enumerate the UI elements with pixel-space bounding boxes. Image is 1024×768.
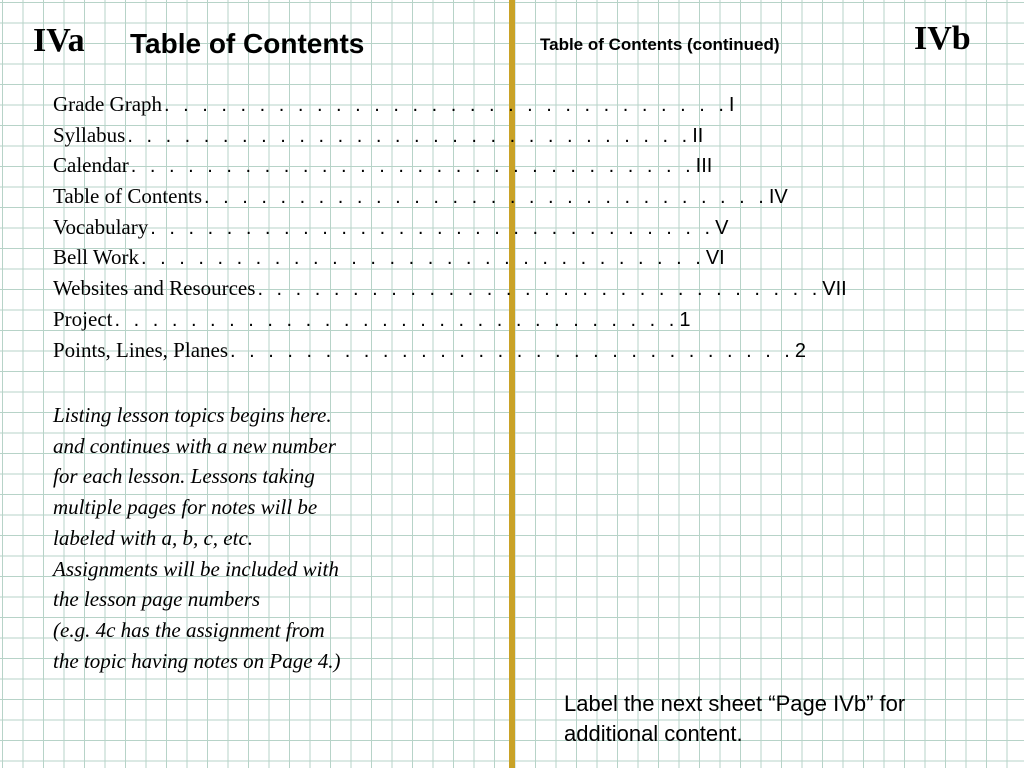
toc-entry: [53, 122, 704, 154]
instructions-note: [53, 400, 413, 676]
toc-entry-page: III: [695, 155, 713, 178]
note-line: (e.g. 4c has the assignment from: [53, 617, 325, 642]
toc-leader-dots: . . . . . . . . . . . . . . . . . . . . . . . . . . . . . .: [127, 124, 692, 147]
toc-entry-name: Project: [53, 306, 113, 331]
toc-entry-name: Table of Contents: [53, 184, 202, 209]
page-title: Table of Contents: [130, 28, 365, 59]
note-line: Assignments will be included with: [53, 556, 339, 581]
note-line: the lesson page numbers: [53, 587, 261, 612]
toc-leader-dots: . . . . . . . . . . . . . . . . . . . . . . . . . . . . . .: [130, 155, 695, 178]
toc-entry-page: 2: [794, 339, 806, 362]
toc-entry-page: VII: [822, 278, 847, 301]
toc-leader-dots: . . . . . . . . . . . . . . . . . . . . . . . . . . . . . .: [257, 278, 822, 301]
toc-leader-dots: . . . . . . . . . . . . . . . . . . . . . . . . . . . . . .: [164, 94, 728, 116]
note-line: Listing lesson topics begins here.: [53, 403, 332, 427]
toc-leader-dots: . . . . . . . . . . . . . . . . . . . . . . . . . . . . . .: [150, 216, 715, 239]
footer-note: Label the next sheet “Page IVb” for additional content.: [564, 691, 906, 746]
note-line: the topic having notes on Page 4.): [53, 648, 341, 673]
toc-entry: [53, 214, 729, 246]
toc-entry: [53, 184, 788, 215]
note-line: for each lesson. Lessons taking: [53, 464, 315, 489]
note-line: and continues with a new number: [53, 433, 336, 458]
toc-entry: [53, 337, 806, 369]
toc-entry-name: Websites and Resources: [53, 276, 256, 301]
toc-entry-name: Calendar: [53, 153, 129, 178]
continued-title: Table of Contents (continued): [540, 35, 780, 54]
toc-entry-page: V: [715, 216, 729, 239]
toc-leader-dots: . . . . . . . . . . . . . . . . . . . . . . . . . . . . . .: [141, 247, 705, 270]
toc-entry: [53, 276, 847, 307]
toc-entry: [53, 92, 735, 123]
toc-leader-dots: . . . . . . . . . . . . . . . . . . . . . . . . . . . . . .: [230, 339, 794, 362]
toc-leader-dots: . . . . . . . . . . . . . . . . . . . . . . . . . . . . . .: [114, 308, 679, 331]
toc-entry-name: Syllabus: [53, 122, 126, 147]
toc-entry-page: 1: [679, 308, 691, 331]
note-line: multiple pages for notes will be: [53, 495, 318, 520]
toc-entry: [53, 153, 713, 184]
toc-entry: [53, 245, 725, 276]
toc-entry-page: VI: [705, 247, 725, 270]
page-label-a: IVa: [33, 22, 85, 59]
toc-entry-page: I: [728, 94, 735, 116]
toc-entry-name: Bell Work: [53, 245, 139, 270]
toc-leader-dots: . . . . . . . . . . . . . . . . . . . . . . . . . . . . . .: [204, 186, 768, 209]
toc-entry-page: IV: [768, 186, 788, 209]
toc-entry-name: Grade Graph: [53, 92, 163, 116]
toc-entry-page: II: [692, 124, 704, 147]
toc-entry: [53, 306, 691, 338]
toc-list: [53, 92, 847, 368]
toc-entry-name: Points, Lines, Planes: [53, 337, 229, 362]
note-line: labeled with a, b, c, etc.: [53, 525, 254, 550]
toc-entry-name: Vocabulary: [53, 214, 149, 239]
page-label-b: IVb: [914, 20, 971, 57]
